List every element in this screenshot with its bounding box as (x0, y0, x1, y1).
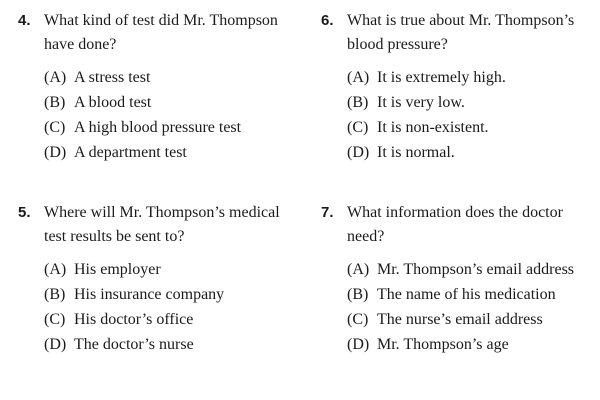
answer-choice-c[interactable] (347, 115, 597, 140)
answer-choice-c[interactable] (44, 307, 294, 332)
choice-text: His employer (74, 261, 161, 278)
answer-choices (44, 65, 294, 165)
choice-letter: (A) (44, 69, 67, 86)
answer-choice-b[interactable] (44, 90, 294, 115)
question-number: 6. (321, 12, 334, 29)
choice-letter: (B) (347, 286, 369, 303)
choice-letter: (B) (44, 94, 66, 111)
answer-choice-b[interactable] (347, 282, 597, 307)
choice-letter: (C) (44, 311, 66, 328)
choice-letter: (C) (44, 119, 66, 136)
question-text: Where will Mr. Thompson’s medical test results be sent to? (44, 204, 280, 245)
answer-choices (347, 65, 597, 165)
answer-choice-a[interactable] (44, 257, 294, 282)
answer-choice-d[interactable] (347, 140, 597, 165)
choice-text: The doctor’s nurse (74, 336, 194, 353)
answer-choice-a[interactable] (347, 65, 597, 90)
answer-choice-d[interactable] (44, 140, 294, 165)
choice-letter: (D) (347, 144, 370, 161)
choice-text: His insurance company (74, 286, 225, 303)
choice-text: His doctor’s office (74, 311, 194, 328)
choice-letter: (C) (347, 119, 369, 136)
choice-text: A blood test (74, 94, 152, 111)
choice-letter: (D) (347, 336, 370, 353)
choice-text: The name of his medication (377, 286, 556, 303)
answer-choice-a[interactable] (44, 65, 294, 90)
question-text: What information does the doctor need? (347, 204, 563, 245)
choice-letter: (A) (347, 261, 370, 278)
choice-text: It is normal. (377, 144, 455, 161)
answer-choices (44, 257, 294, 357)
answer-choice-d[interactable] (347, 332, 597, 357)
answer-choice-c[interactable] (347, 307, 597, 332)
question-number: 7. (321, 204, 334, 221)
question-number: 4. (18, 12, 31, 29)
answer-choice-b[interactable] (347, 90, 597, 115)
choice-letter: (D) (44, 336, 67, 353)
choice-text: A department test (74, 144, 187, 161)
question-text: What kind of test did Mr. Thompson have done? (44, 12, 278, 53)
choice-letter: (A) (347, 69, 370, 86)
choice-text: It is extremely high. (377, 69, 506, 86)
choice-text: Mr. Thompson’s email address (377, 261, 575, 278)
choice-letter: (B) (347, 94, 369, 111)
question-text: What is true about Mr. Thompson’s blood pressure? (347, 12, 575, 53)
answer-choices (347, 257, 597, 357)
choice-text: It is very low. (377, 94, 465, 111)
choice-text: The nurse’s email address (377, 311, 543, 328)
choice-letter: (D) (44, 144, 67, 161)
choice-letter: (A) (44, 261, 67, 278)
answer-choice-d[interactable] (44, 332, 294, 357)
choice-text: It is non-existent. (377, 119, 489, 136)
choice-letter: (C) (347, 311, 369, 328)
choice-text: A stress test (74, 69, 151, 86)
choice-letter: (B) (44, 286, 66, 303)
choice-text: Mr. Thompson’s age (377, 336, 509, 353)
answer-choice-c[interactable] (44, 115, 294, 140)
answer-choice-a[interactable] (347, 257, 597, 282)
answer-choice-b[interactable] (44, 282, 294, 307)
question-number: 5. (18, 204, 31, 221)
choice-text: A high blood pressure test (74, 119, 242, 136)
